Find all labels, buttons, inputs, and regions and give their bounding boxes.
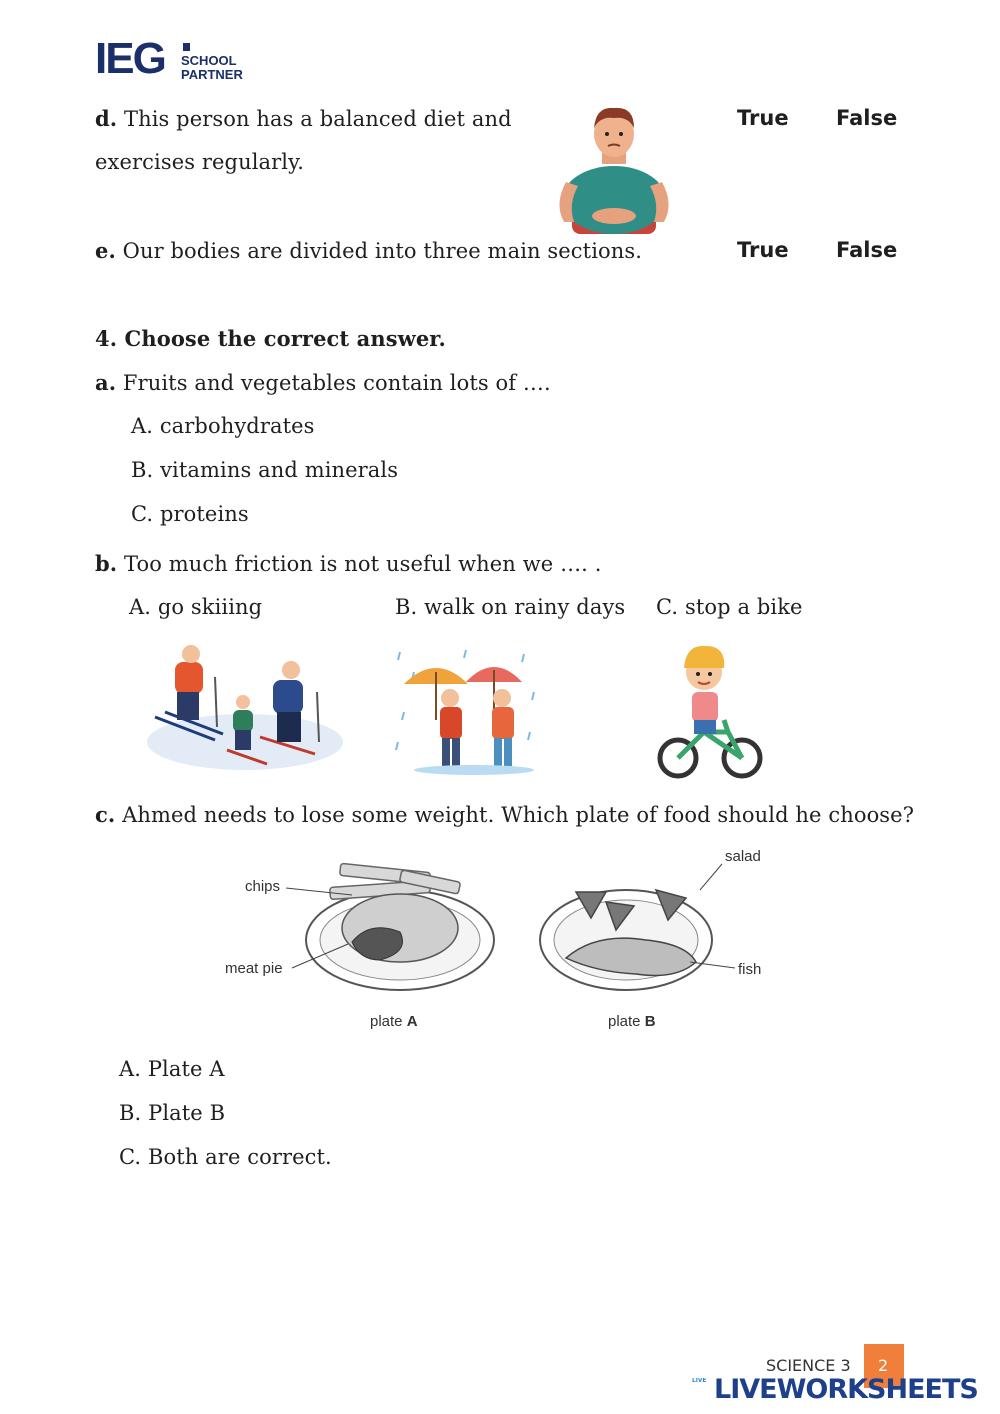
question-4a-marker: a. xyxy=(95,370,117,395)
caption-plate-a-letter: A xyxy=(406,1013,418,1030)
liveworksheets-brand[interactable] xyxy=(690,1374,990,1408)
question-4c xyxy=(95,802,914,827)
question-e xyxy=(95,238,642,263)
question-4c-text: Ahmed needs to lose some weight. Which plate of food should he choose? xyxy=(122,803,915,827)
ieg-logo xyxy=(95,34,255,84)
label-salad: salad xyxy=(725,848,761,865)
label-meat-pie: meat pie xyxy=(225,960,283,977)
question-4c-marker: c. xyxy=(95,802,116,827)
question-4b-option-b[interactable]: B. walk on rainy days xyxy=(395,595,626,619)
page-number: 2 xyxy=(878,1356,889,1375)
logo-sub-line2: PARTNER xyxy=(181,67,243,82)
liveworksheets-wordmark: LIVEWORKSHEETS xyxy=(714,1374,978,1405)
question-4c-option-c[interactable]: C. Both are correct. xyxy=(119,1145,332,1169)
question-4b-text: Too much friction is not useful when we …. . xyxy=(123,552,602,576)
logo-sub-line1: SCHOOL xyxy=(181,53,237,68)
section-4-heading: 4. Choose the correct answer. xyxy=(95,326,446,351)
question-d-text: This person has a balanced diet and xyxy=(123,107,512,131)
rainy-day-illustration xyxy=(394,642,540,777)
logo-letters: IEG xyxy=(95,34,165,83)
figure-leader-lines xyxy=(220,840,780,1040)
question-d-marker: d. xyxy=(95,106,118,131)
question-4b-marker: b. xyxy=(95,551,118,576)
question-4a-option-b[interactable]: B. vitamins and minerals xyxy=(131,458,399,482)
overweight-person-illustration xyxy=(552,104,676,236)
question-4a-option-a[interactable]: A. carbohydrates xyxy=(131,414,315,438)
question-4b-option-a[interactable]: A. go skiiing xyxy=(129,595,263,619)
logo-flag-icon xyxy=(183,43,190,51)
caption-plate-b-letter: B xyxy=(644,1013,656,1030)
caption-plate-b xyxy=(608,1013,656,1030)
question-4a xyxy=(95,370,551,395)
question-4a-text: Fruits and vegetables contain lots of …. xyxy=(122,371,551,395)
question-e-marker: e. xyxy=(95,238,116,263)
question-e-false-option[interactable]: False xyxy=(836,238,898,262)
question-d-false-option[interactable]: False xyxy=(836,106,898,130)
label-chips: chips xyxy=(245,878,281,895)
question-d-line1 xyxy=(95,106,512,131)
question-e-text: Our bodies are divided into three main sections. xyxy=(122,239,643,263)
question-d-true-option[interactable]: True xyxy=(737,106,789,130)
question-4b xyxy=(95,551,602,576)
live-badge-icon: LIVE xyxy=(692,1378,707,1384)
label-fish: fish xyxy=(738,961,762,978)
question-4c-option-b[interactable]: B. Plate B xyxy=(119,1101,226,1125)
child-on-bike-illustration xyxy=(652,640,764,780)
question-4a-option-c[interactable]: C. proteins xyxy=(131,502,249,526)
question-d-line2: exercises regularly. xyxy=(95,150,305,174)
caption-plate-a-prefix: plate xyxy=(370,1013,403,1030)
question-e-true-option[interactable]: True xyxy=(737,238,789,262)
caption-plate-a xyxy=(370,1013,418,1030)
question-4c-option-a[interactable]: A. Plate A xyxy=(119,1057,225,1081)
question-4b-option-c[interactable]: C. stop a bike xyxy=(656,595,803,619)
skiing-family-illustration xyxy=(145,642,345,777)
footer-subject: SCIENCE 3 xyxy=(766,1356,851,1375)
plates-figure xyxy=(220,840,780,1040)
caption-plate-b-prefix: plate xyxy=(608,1013,641,1030)
